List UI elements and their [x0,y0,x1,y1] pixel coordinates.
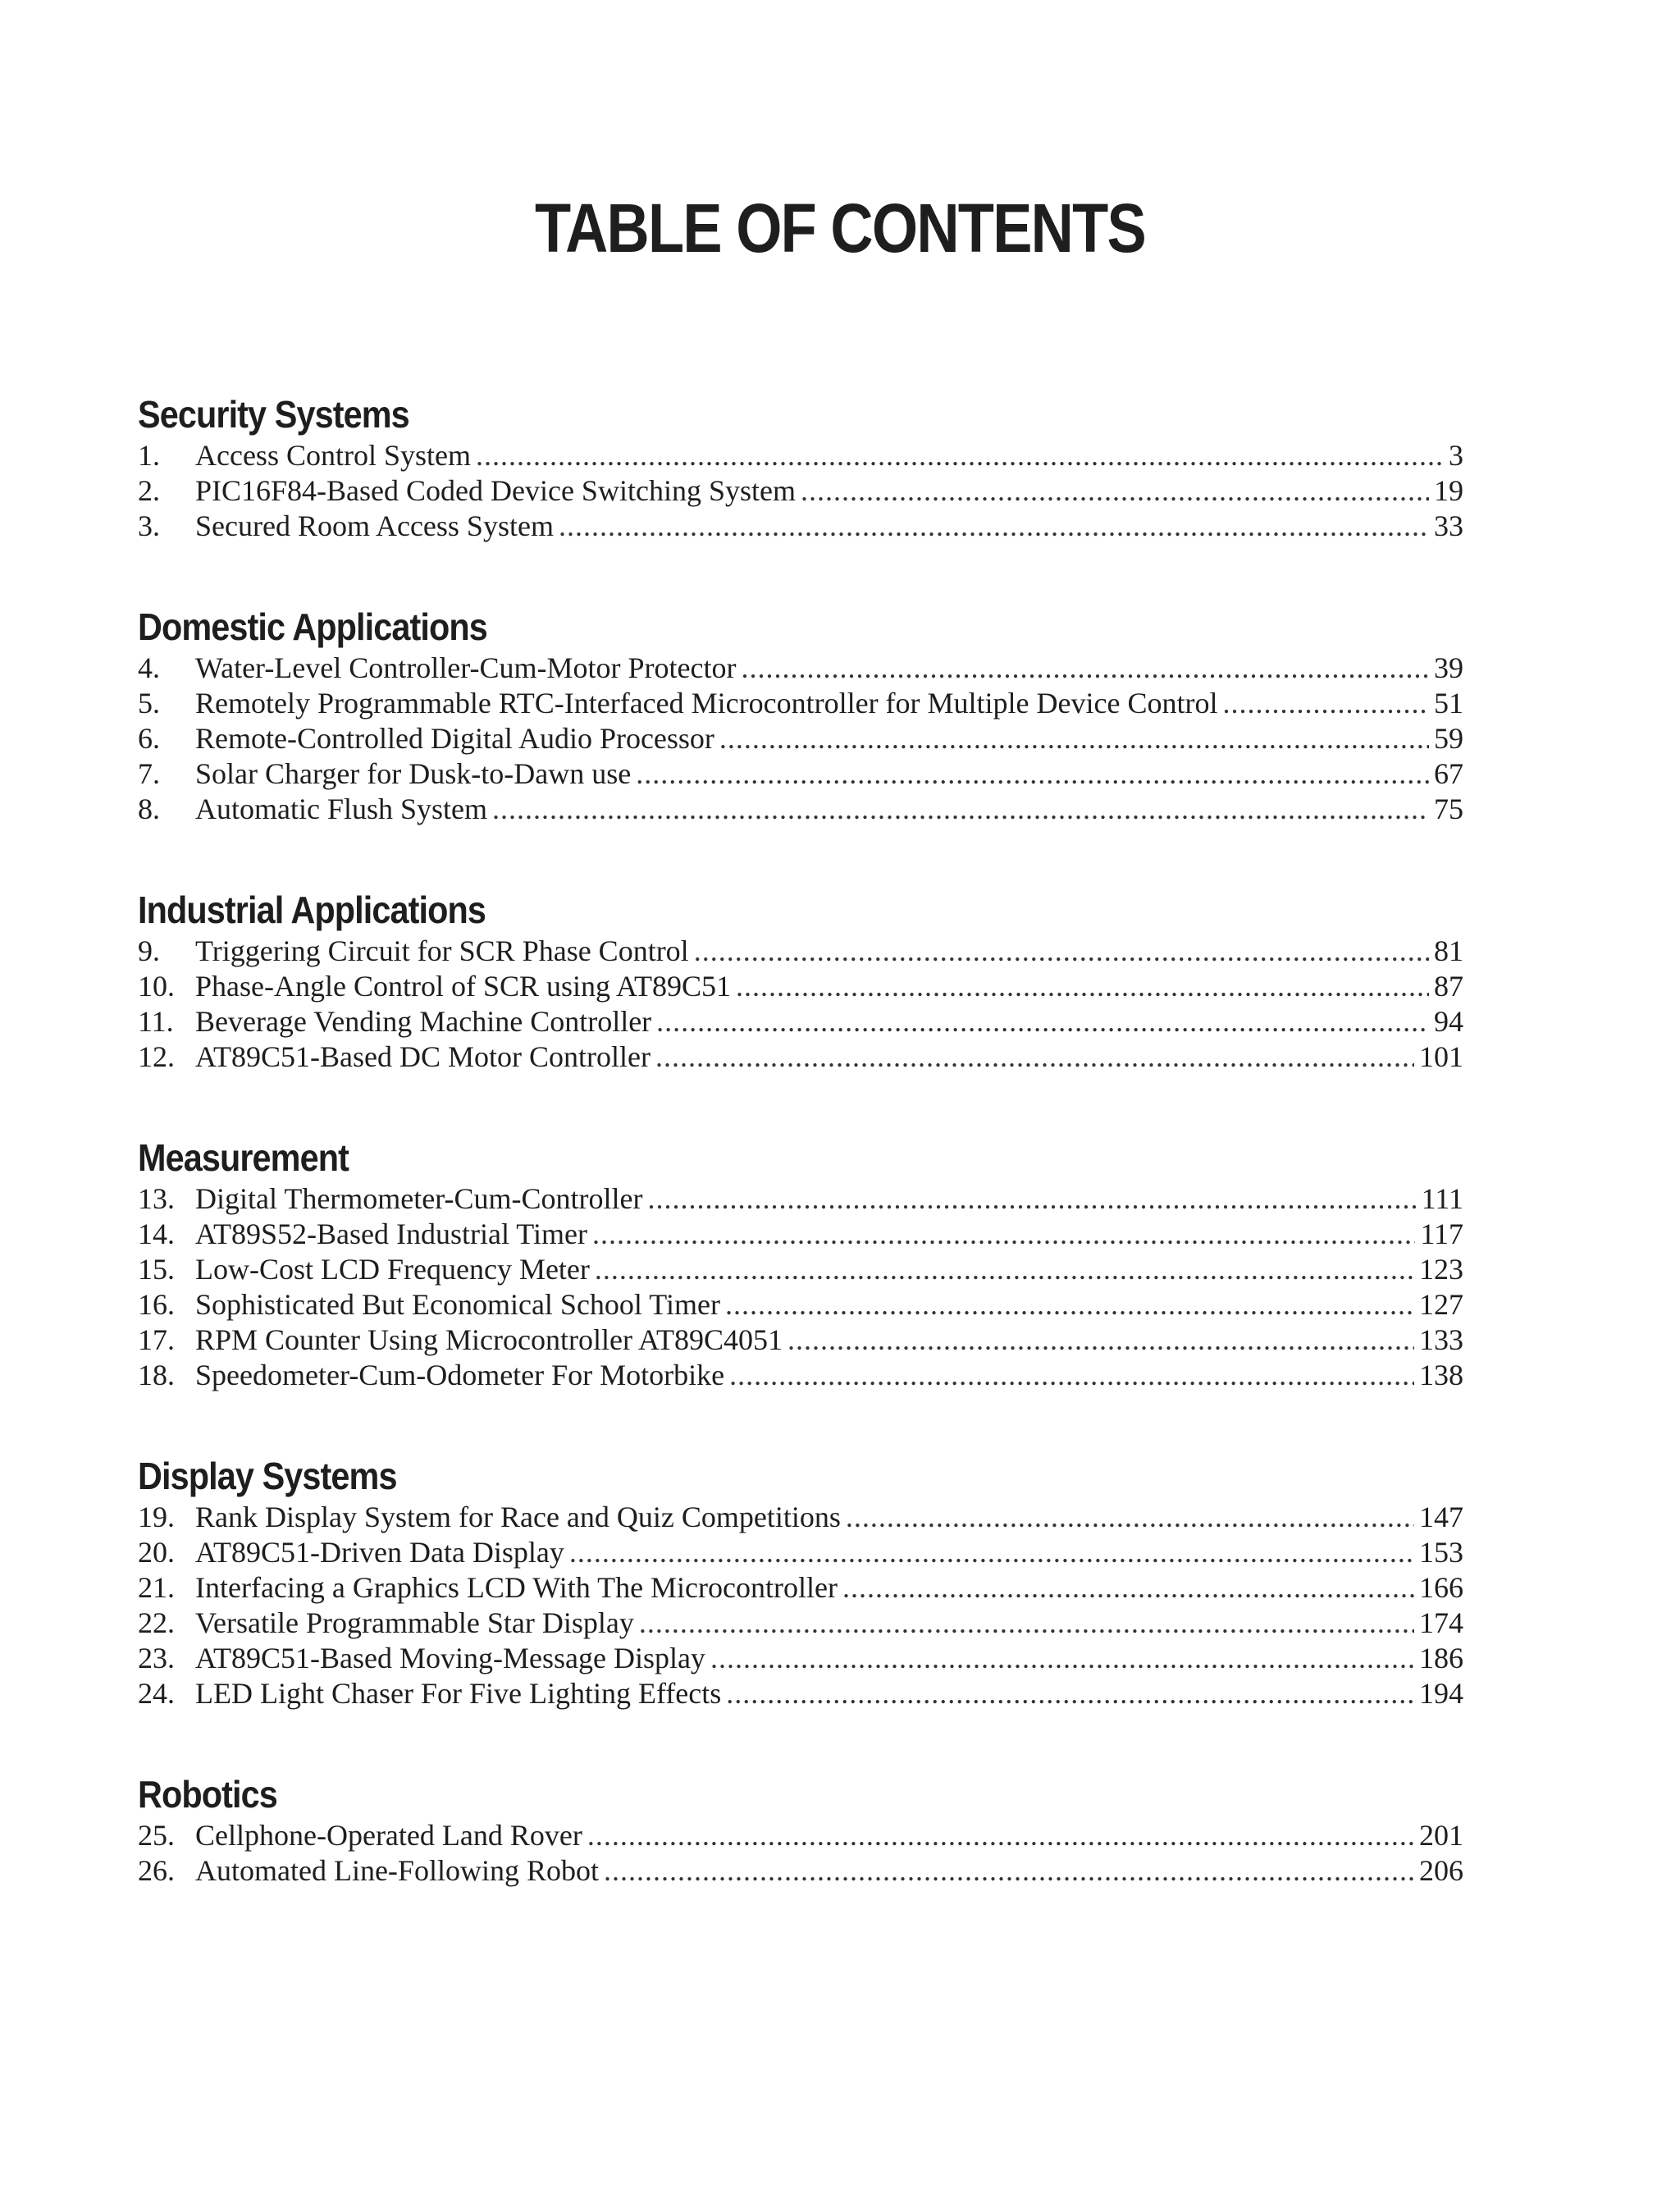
toc-entry [138,1535,1463,1570]
entry-number: 26. [138,1854,175,1887]
entry-title: Secured Room Access System [195,509,554,542]
entry-title: Phase-Angle Control of SCR using AT89C51 [195,970,732,1003]
entry-number: 19. [138,1501,175,1533]
toc-entry [138,756,1463,792]
dot-leader [788,1323,1414,1358]
dot-leader [842,1570,1414,1606]
section-heading: Security Systems [138,393,409,436]
entry-number: 5. [138,687,160,720]
dot-leader [726,1676,1414,1711]
toc-entry [138,1181,1463,1217]
dot-leader [741,651,1429,686]
dot-leader [655,1039,1414,1075]
entry-title: Triggering Circuit for SCR Phase Control [195,934,689,967]
toc-entry [138,1676,1463,1711]
dot-leader [719,721,1429,756]
toc-entry [138,1570,1463,1606]
entry-title: Beverage Vending Machine Controller [195,1005,652,1038]
entry-page-number: 127 [1419,1288,1463,1321]
entry-page-number: 133 [1419,1323,1463,1356]
dot-leader [604,1853,1414,1889]
entry-page-number: 33 [1434,509,1463,542]
dot-leader [1222,686,1429,721]
entry-page-number: 19 [1434,474,1463,507]
toc-entry [138,934,1463,969]
toc-entry [138,1818,1463,1853]
toc-entry [138,1358,1463,1393]
dot-leader [636,756,1429,792]
entry-number: 16. [138,1288,175,1321]
toc-entry [138,1500,1463,1535]
toc-entry [138,1287,1463,1323]
section-heading: Display Systems [138,1455,397,1497]
entry-title: Low-Cost LCD Frequency Meter [195,1253,590,1286]
dot-leader [725,1287,1414,1323]
dot-leader [476,438,1444,473]
entry-page-number: 166 [1419,1571,1463,1604]
toc-section [138,1134,1463,1393]
entry-number: 6. [138,722,160,755]
entry-page-number: 147 [1419,1501,1463,1533]
toc-entry-list [138,438,1463,544]
toc-section [138,1452,1463,1711]
toc-entry [138,686,1463,721]
entry-title: Solar Charger for Dusk-to-Dawn use [195,757,632,790]
dot-leader [656,1004,1429,1039]
section-heading: Measurement [138,1136,349,1179]
entry-page-number: 101 [1419,1040,1463,1073]
entry-title: Cellphone-Operated Land Rover [195,1819,582,1852]
toc-section [138,391,1463,544]
toc-section [138,1770,1463,1889]
toc-entry [138,509,1463,544]
entry-number: 10. [138,970,175,1003]
entry-title: AT89S52-Based Industrial Timer [195,1217,588,1250]
entry-page-number: 111 [1421,1182,1463,1215]
toc-entry [138,1039,1463,1075]
toc-entry [138,1004,1463,1039]
dot-leader [639,1606,1414,1641]
entry-number: 9. [138,934,160,967]
toc-entry [138,473,1463,509]
entry-page-number: 3 [1449,439,1463,472]
entry-title: Speedometer-Cum-Odometer For Motorbike [195,1359,725,1391]
toc-section [138,886,1463,1075]
toc-entry [138,969,1463,1004]
entry-number: 17. [138,1323,175,1356]
toc-entry-list [138,1818,1463,1889]
entry-page-number: 174 [1419,1606,1463,1639]
dot-leader [729,1358,1414,1393]
entry-number: 25. [138,1819,175,1852]
entry-number: 3. [138,509,160,542]
toc-body [138,391,1463,1889]
toc-entry-list [138,651,1463,827]
entry-title: Access Control System [195,439,471,472]
toc-entry [138,792,1463,827]
toc-entry [138,1323,1463,1358]
entry-title: LED Light Chaser For Five Lighting Effects [195,1677,722,1710]
entry-number: 24. [138,1677,175,1710]
dot-leader [592,1217,1415,1252]
entry-number: 14. [138,1217,175,1250]
entry-page-number: 51 [1434,687,1463,720]
entry-page-number: 153 [1419,1536,1463,1569]
dot-leader [694,934,1429,969]
entry-page-number: 67 [1434,757,1463,790]
toc-entry-list [138,1500,1463,1711]
toc-entry [138,438,1463,473]
dot-leader [736,969,1429,1004]
dot-leader [492,792,1429,827]
toc-entry [138,1641,1463,1676]
entry-title: Water-Level Controller-Cum-Motor Protector [195,651,737,684]
entry-page-number: 201 [1419,1819,1463,1852]
dot-leader [846,1500,1414,1535]
entry-title: Digital Thermometer-Cum-Controller [195,1182,643,1215]
entry-number: 12. [138,1040,175,1073]
dot-leader [710,1641,1414,1676]
entry-page-number: 138 [1419,1359,1463,1391]
page-title: TABLE OF CONTENTS [535,190,1145,267]
entry-number: 15. [138,1253,175,1286]
entry-title: AT89C51-Driven Data Display [195,1536,564,1569]
section-heading: Industrial Applications [138,889,486,931]
entry-title: Automated Line-Following Robot [195,1854,599,1887]
dot-leader [587,1818,1414,1853]
entry-page-number: 81 [1434,934,1463,967]
entry-title: Versatile Programmable Star Display [195,1606,634,1639]
dot-leader [647,1181,1416,1217]
entry-title: PIC16F84-Based Coded Device Switching System [195,474,796,507]
entry-number: 2. [138,474,160,507]
entry-number: 21. [138,1571,175,1604]
toc-entry [138,1217,1463,1252]
entry-title: Sophisticated But Economical School Timer [195,1288,720,1321]
entry-page-number: 194 [1419,1677,1463,1710]
entry-page-number: 94 [1434,1005,1463,1038]
section-heading: Domestic Applications [138,605,487,648]
entry-number: 8. [138,793,160,825]
entry-page-number: 123 [1419,1253,1463,1286]
entry-title: Remote-Controlled Digital Audio Processor [195,722,714,755]
toc-entry-list [138,1181,1463,1393]
dot-leader [595,1252,1414,1287]
entry-number: 11. [138,1005,174,1038]
dot-leader [801,473,1429,509]
entry-page-number: 117 [1420,1217,1463,1250]
toc-entry [138,651,1463,686]
toc-entry [138,721,1463,756]
toc-entry [138,1853,1463,1889]
entry-number: 1. [138,439,160,472]
entry-page-number: 186 [1419,1642,1463,1674]
toc-entry [138,1606,1463,1641]
toc-section [138,603,1463,827]
dot-leader [569,1535,1414,1570]
entry-title: RPM Counter Using Microcontroller AT89C4051 [195,1323,783,1356]
entry-number: 20. [138,1536,175,1569]
entry-title: Rank Display System for Race and Quiz Competitions [195,1501,841,1533]
dot-leader [559,509,1429,544]
entry-page-number: 87 [1434,970,1463,1003]
entry-number: 7. [138,757,160,790]
entry-title: Automatic Flush System [195,793,488,825]
toc-entry-list [138,934,1463,1075]
section-heading: Robotics [138,1773,277,1816]
entry-page-number: 39 [1434,651,1463,684]
entry-number: 23. [138,1642,175,1674]
entry-title: Remotely Programmable RTC-Interfaced Microcontroller for Multiple Device Control [195,687,1218,720]
entry-title: AT89C51-Based DC Motor Controller [195,1040,651,1073]
entry-number: 22. [138,1606,175,1639]
entry-number: 13. [138,1182,175,1215]
entry-page-number: 59 [1434,722,1463,755]
toc-entry [138,1252,1463,1287]
entry-page-number: 75 [1434,793,1463,825]
entry-title: AT89C51-Based Moving-Message Display [195,1642,705,1674]
entry-title: Interfacing a Graphics LCD With The Microcontroller [195,1571,838,1604]
entry-page-number: 206 [1419,1854,1463,1887]
entry-number: 4. [138,651,160,684]
entry-number: 18. [138,1359,175,1391]
